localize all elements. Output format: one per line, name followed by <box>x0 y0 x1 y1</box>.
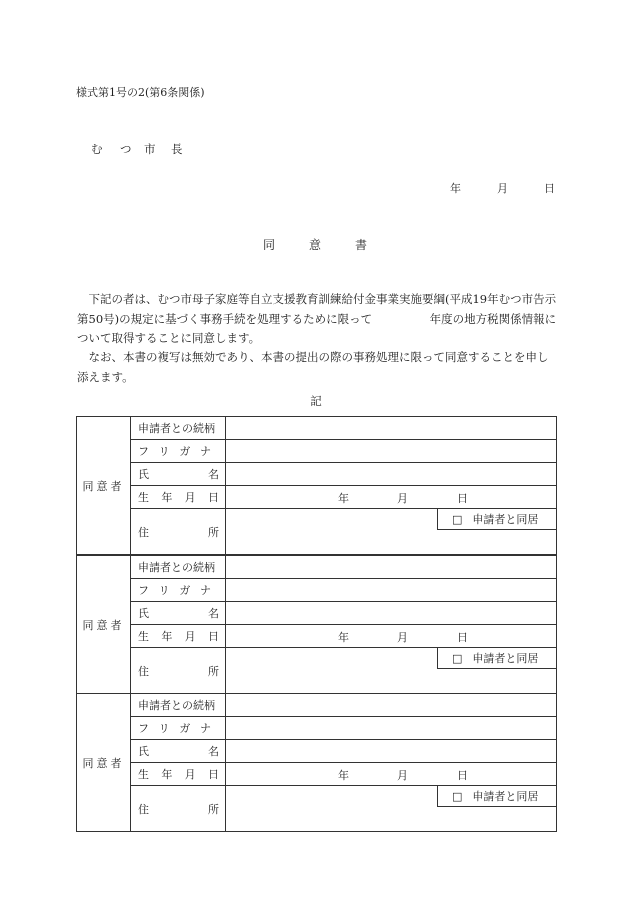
relation-label: 申請者との続柄 <box>131 417 226 440</box>
name-char: 名 <box>208 468 219 481</box>
name-char: 名 <box>208 607 219 620</box>
address-label <box>131 509 226 555</box>
notice-paragraph <box>77 348 559 387</box>
furigana-char: フ <box>138 445 149 458</box>
address-char: 所 <box>208 802 219 816</box>
cohabit-label: 申請者と同居 <box>472 513 539 526</box>
addressee-char: つ <box>120 142 132 156</box>
dob-char: 生 <box>138 491 149 504</box>
address-field[interactable] <box>226 786 557 832</box>
relation-field[interactable] <box>226 417 557 440</box>
dob-field[interactable] <box>226 486 557 509</box>
address-field[interactable] <box>226 509 557 555</box>
dob-year-unit: 年 <box>338 769 349 782</box>
furigana-label <box>131 579 226 602</box>
consent-paragraph <box>77 290 559 349</box>
dob-char: 月 <box>184 768 196 781</box>
consenter-block <box>76 416 557 555</box>
address-field[interactable] <box>226 648 557 694</box>
dob-day-unit: 日 <box>457 769 468 782</box>
furigana-char: リ <box>158 722 170 735</box>
cohabit-option[interactable] <box>437 508 557 530</box>
address-char: 住 <box>138 802 149 816</box>
furigana-field[interactable] <box>226 579 557 602</box>
dob-day-unit: 日 <box>457 631 468 644</box>
furigana-char: リ <box>158 584 170 597</box>
furigana-label <box>131 717 226 740</box>
address-char: 所 <box>208 525 219 539</box>
furigana-char: ナ <box>199 445 211 458</box>
furigana-char: ナ <box>199 722 211 735</box>
name-label <box>131 602 226 625</box>
furigana-char: ガ <box>179 445 191 458</box>
dob-field[interactable] <box>226 763 557 786</box>
consent-paragraph-text: 下記の者は、むつ市母子家庭等自立支援教育訓練給付金事業実施要綱(平成19年むつ市告示第50号)の規定に基づく事務手続を処理するために限って 年度の地方税関係情報について取得することに同意します。 <box>77 292 557 345</box>
dob-char: 年 <box>161 630 173 643</box>
relation-label: 申請者との続柄 <box>131 694 226 717</box>
address-label <box>131 648 226 694</box>
addressee-char: 市 <box>144 142 156 156</box>
address-char: 住 <box>138 525 149 539</box>
cohabit-checkbox[interactable]: □ <box>452 789 463 803</box>
addressee <box>91 141 183 157</box>
dob-char: 日 <box>207 491 219 504</box>
furigana-field[interactable] <box>226 440 557 463</box>
furigana-char: ガ <box>179 584 191 597</box>
dob-char: 日 <box>207 768 219 781</box>
form-number: 様式第1号の2(第6条関係) <box>76 86 205 99</box>
furigana-char: ナ <box>199 584 211 597</box>
consenter-label: 同意者 <box>77 556 131 694</box>
furigana-char: フ <box>138 722 149 735</box>
title-char: 同 <box>262 238 275 252</box>
addressee-char: む <box>91 142 103 156</box>
cohabit-option[interactable] <box>437 647 557 669</box>
date-day: 日 <box>544 182 555 195</box>
dob-month-unit: 月 <box>397 769 408 782</box>
name-field[interactable] <box>226 463 557 486</box>
furigana-label <box>131 440 226 463</box>
dob-char: 日 <box>207 630 219 643</box>
name-field[interactable] <box>226 602 557 625</box>
date-year: 年 <box>450 182 461 195</box>
dob-label <box>131 625 226 648</box>
name-char: 氏 <box>138 607 149 620</box>
dob-year-unit: 年 <box>338 492 349 505</box>
consenter-block <box>76 555 557 694</box>
relation-field[interactable] <box>226 556 557 579</box>
name-char: 氏 <box>138 468 149 481</box>
cohabit-label: 申請者と同居 <box>472 652 539 665</box>
address-char: 住 <box>138 664 149 678</box>
addressee-char: 長 <box>171 142 183 156</box>
cohabit-checkbox[interactable]: □ <box>452 651 463 665</box>
dob-label <box>131 486 226 509</box>
furigana-field[interactable] <box>226 717 557 740</box>
notice-paragraph-text: なお、本書の複写は無効であり、本書の提出の際の事務処理に限って同意することを申し添えます。 <box>77 350 549 384</box>
dob-char: 生 <box>138 630 149 643</box>
address-label <box>131 786 226 832</box>
cohabit-option[interactable] <box>437 785 557 807</box>
consenter-label: 同意者 <box>77 417 131 555</box>
cohabit-checkbox[interactable]: □ <box>452 512 463 526</box>
name-label <box>131 740 226 763</box>
furigana-char: リ <box>158 445 170 458</box>
consenter-label: 同意者 <box>77 694 131 832</box>
dob-year-unit: 年 <box>338 631 349 644</box>
ki-heading <box>0 393 630 409</box>
name-char: 名 <box>208 745 219 758</box>
relation-field[interactable] <box>226 694 557 717</box>
furigana-char: ガ <box>179 722 191 735</box>
name-label <box>131 463 226 486</box>
dob-char: 年 <box>161 491 173 504</box>
name-field[interactable] <box>226 740 557 763</box>
dob-day-unit: 日 <box>457 492 468 505</box>
document-title <box>0 236 630 253</box>
ki-text: 記 <box>310 394 322 408</box>
dob-month-unit: 月 <box>397 631 408 644</box>
dob-char: 年 <box>161 768 173 781</box>
furigana-char: フ <box>138 584 149 597</box>
name-char: 氏 <box>138 745 149 758</box>
dob-char: 月 <box>184 630 196 643</box>
dob-char: 月 <box>184 491 196 504</box>
title-char: 意 <box>308 238 321 252</box>
relation-label: 申請者との続柄 <box>131 556 226 579</box>
date-month: 月 <box>497 182 508 195</box>
address-char: 所 <box>208 664 219 678</box>
dob-label <box>131 763 226 786</box>
dob-field[interactable] <box>226 625 557 648</box>
dob-month-unit: 月 <box>397 492 408 505</box>
dob-char: 生 <box>138 768 149 781</box>
consenter-block <box>76 693 557 832</box>
cohabit-label: 申請者と同居 <box>472 790 539 803</box>
title-char: 書 <box>355 238 368 252</box>
